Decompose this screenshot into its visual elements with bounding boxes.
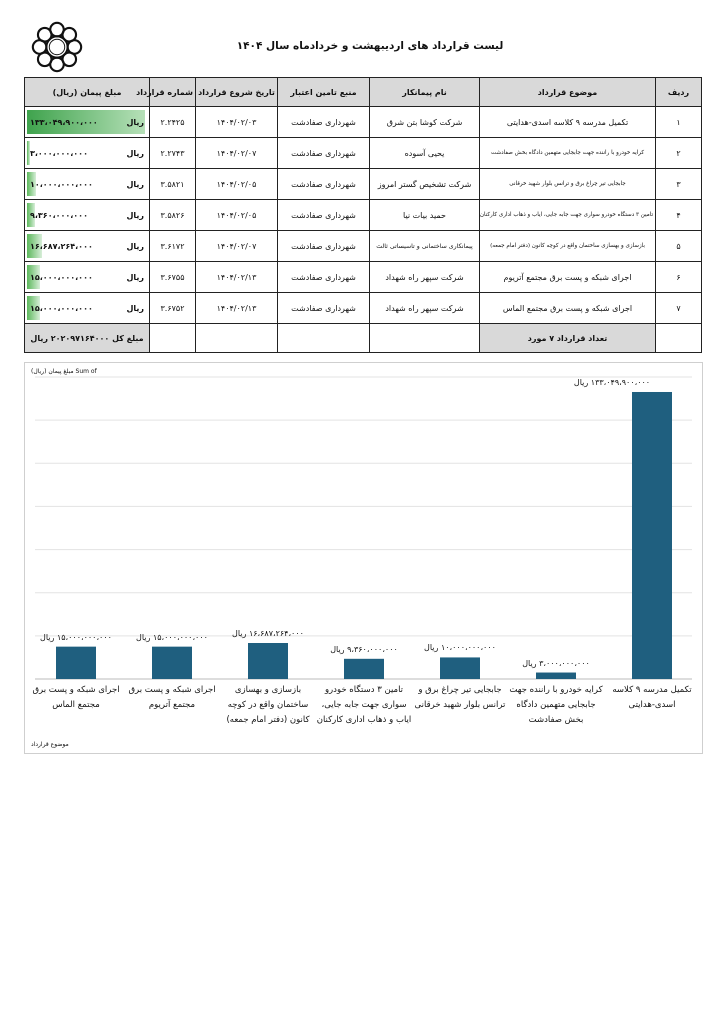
category-label: تکمیل مدرسه ۹ کلاسه اسدی-هدایتی — [612, 685, 692, 710]
amount-value: ۹،۳۶۰،۰۰۰،۰۰۰ — [30, 210, 88, 220]
chart-bar — [536, 673, 576, 679]
row-contractor: شرکت سپهر راه شهداد — [370, 293, 480, 324]
document-title: لیست قرارداد های اردیبهشت و خردادماه سال ۱۴۰۴ — [236, 40, 504, 52]
bar-value-label: ۱۰،۰۰۰،۰۰۰،۰۰۰ ریال — [424, 643, 496, 653]
footer-blank-date — [196, 324, 278, 353]
category-label: تامین ۳ دستگاه خودرو سواری جهت جابه جایی، ایاب و ذهاب اداری کارکنان — [316, 685, 412, 725]
bar-value-label: ۹،۳۶۰،۰۰۰،۰۰۰ ریال — [330, 644, 398, 654]
amount-value: ۱۶،۶۸۷،۲۶۴،۰۰۰ — [30, 241, 93, 251]
row-funding: شهرداری صفادشت — [278, 200, 370, 231]
amount-currency: ریال — [126, 148, 144, 158]
table-row — [25, 231, 702, 262]
row-funding: شهرداری صفادشت — [278, 293, 370, 324]
table-row — [25, 169, 702, 200]
bar-value-label: ۱۶،۶۸۷،۲۶۴،۰۰۰ ریال — [232, 629, 304, 638]
row-index: ۶ — [656, 262, 702, 293]
row-start-date: ۱۴۰۴/۰۲/۰۷ — [196, 231, 278, 262]
row-number: ۲.۲۴۲۵ — [150, 107, 196, 138]
x-axis-label: موضوع قرارداد — [31, 741, 69, 748]
row-number: ۳.۶۷۵۲ — [150, 293, 196, 324]
footer-blank-number — [150, 324, 196, 353]
row-number: ۳.۶۷۵۵ — [150, 262, 196, 293]
row-index: ۲ — [656, 138, 702, 169]
row-index: ۷ — [656, 293, 702, 324]
row-amount — [25, 262, 150, 293]
row-funding: شهرداری صفادشت — [278, 138, 370, 169]
row-index: ۵ — [656, 231, 702, 262]
amount-currency: ریال — [126, 117, 144, 127]
row-funding: شهرداری صفادشت — [278, 169, 370, 200]
chart-bar — [56, 647, 96, 679]
category-label: بازسازی و بهسازی ساختمان واقع در کوچه کانون (دفتر امام جمعه) — [226, 685, 310, 725]
bar-value-label: ۱۵،۰۰۰،۰۰۰،۰۰۰ ریال — [136, 632, 208, 642]
bar-value-label: ۱۵،۰۰۰،۰۰۰،۰۰۰ ریال — [40, 632, 112, 642]
chart-bar — [632, 392, 672, 679]
row-topic: اجرای شبکه و پست برق مجتمع آتریوم — [480, 262, 656, 293]
row-amount — [25, 169, 150, 200]
row-funding: شهرداری صفادشت — [278, 262, 370, 293]
chart-bar — [248, 643, 288, 679]
header-amount: مبلغ پیمان (ریال) — [25, 78, 150, 107]
footer-total: مبلغ کل ۲۰۲۰۹۷۱۶۴۰۰۰ ریال — [25, 324, 150, 353]
amount-value: ۱۳۳،۰۴۹،۹۰۰،۰۰۰ — [30, 117, 98, 127]
table-row — [25, 293, 702, 324]
row-funding: شهرداری صفادشت — [278, 231, 370, 262]
amount-currency: ریال — [126, 272, 144, 282]
header-index: ردیف — [656, 78, 702, 107]
chart-bar — [152, 647, 192, 679]
row-contractor: شرکت سپهر راه شهداد — [370, 262, 480, 293]
row-contractor: شرکت کوشا بتن شرق — [370, 107, 480, 138]
amount-bar-chart — [24, 362, 703, 754]
amount-currency: ریال — [126, 241, 144, 251]
bar-value-label: ۱۳۳،۰۴۹،۹۰۰،۰۰۰ ریال — [573, 377, 651, 387]
row-topic: تامین ۳ دستگاه خودرو سواری جهت جابه جایی، ایاب و ذهاب اداری کارکنان — [480, 200, 656, 231]
row-funding: شهرداری صفادشت — [278, 107, 370, 138]
row-amount — [25, 200, 150, 231]
row-topic: تکمیل مدرسه ۹ کلاسه اسدی-هدایتی — [480, 107, 656, 138]
row-contractor: یحیی آسوده — [370, 138, 480, 169]
row-start-date: ۱۴۰۴/۰۲/۱۳ — [196, 262, 278, 293]
row-number: ۲.۲۷۴۳ — [150, 138, 196, 169]
category-label: کرایه خودرو با راننده جهت جابجایی متهمین دادگاه بخش صفادشت — [509, 685, 603, 725]
table-footer-row — [25, 324, 702, 353]
header-start-date: تاریخ شروع قرارداد — [196, 78, 278, 107]
series-tag: Sum of مبلغ پیمان (ریال) — [31, 368, 97, 375]
row-start-date: ۱۴۰۴/۰۲/۱۳ — [196, 293, 278, 324]
row-start-date: ۱۴۰۴/۰۲/۰۷ — [196, 138, 278, 169]
table-header-row — [25, 78, 702, 107]
row-topic: اجرای شبکه و پست برق مجتمع الماس — [480, 293, 656, 324]
amount-currency: ریال — [126, 210, 144, 220]
table-row — [25, 200, 702, 231]
row-amount — [25, 231, 150, 262]
row-start-date: ۱۴۰۴/۰۲/۰۳ — [196, 107, 278, 138]
chart-bar — [344, 659, 384, 679]
row-amount — [25, 293, 150, 324]
amount-currency: ریال — [126, 303, 144, 313]
contracts-table — [24, 77, 702, 353]
footer-blank-funding — [278, 324, 370, 353]
row-start-date: ۱۴۰۴/۰۲/۰۵ — [196, 169, 278, 200]
amount-value: ۱۰،۰۰۰،۰۰۰،۰۰۰ — [30, 179, 93, 189]
row-start-date: ۱۴۰۴/۰۲/۰۵ — [196, 200, 278, 231]
row-index: ۴ — [656, 200, 702, 231]
row-topic: کرایه خودرو با راننده جهت جابجایی متهمین دادگاه بخش صفادشت — [480, 138, 656, 169]
header-funding: منبع تامین اعتبار — [278, 78, 370, 107]
municipality-logo — [28, 18, 86, 76]
header-topic: موضوع قرارداد — [480, 78, 656, 107]
header-contractor: نام پیمانکار — [370, 78, 480, 107]
row-number: ۳.۶۱۷۲ — [150, 231, 196, 262]
table-row — [25, 107, 702, 138]
bar-value-label: ۳،۰۰۰،۰۰۰،۰۰۰ ریال — [522, 658, 590, 668]
footer-blank-contractor — [370, 324, 480, 353]
row-number: ۳.۵۸۲۱ — [150, 169, 196, 200]
row-amount — [25, 107, 150, 138]
row-amount — [25, 138, 150, 169]
table-row — [25, 138, 702, 169]
table-row — [25, 262, 702, 293]
row-contractor: حمید بیات نیا — [370, 200, 480, 231]
amount-value: ۳،۰۰۰،۰۰۰،۰۰۰ — [30, 148, 88, 158]
row-contractor: شرکت تشخیص گستر امروز — [370, 169, 480, 200]
category-label: جابجایی تیر چراغ برق و ترانس بلوار شهید خرقانی — [414, 685, 506, 710]
row-topic: جابجایی تیر چراغ برق و ترانس بلوار شهید خرقانی — [480, 169, 656, 200]
row-index: ۱ — [656, 107, 702, 138]
amount-value: ۱۵،۰۰۰،۰۰۰،۰۰۰ — [30, 303, 93, 313]
footer-count: تعداد قرارداد ۷ مورد — [480, 324, 656, 353]
amount-currency: ریال — [126, 179, 144, 189]
chart-bar — [440, 657, 480, 679]
footer-blank-index — [656, 324, 702, 353]
row-number: ۳.۵۸۲۶ — [150, 200, 196, 231]
header-number: شماره قرارداد — [150, 78, 196, 107]
amount-value: ۱۵،۰۰۰،۰۰۰،۰۰۰ — [30, 272, 93, 282]
category-label: اجرای شبکه و پست برق مجتمع الماس — [32, 685, 120, 710]
row-topic: بازسازی و بهسازی ساختمان واقع در کوچه کانون (دفتر امام جمعه) — [480, 231, 656, 262]
category-label: اجرای شبکه و پست برق مجتمع آتریوم — [128, 685, 216, 710]
row-contractor: پیمانکاری ساختمانی و تاسیساتی ثالث — [370, 231, 480, 262]
row-index: ۳ — [656, 169, 702, 200]
